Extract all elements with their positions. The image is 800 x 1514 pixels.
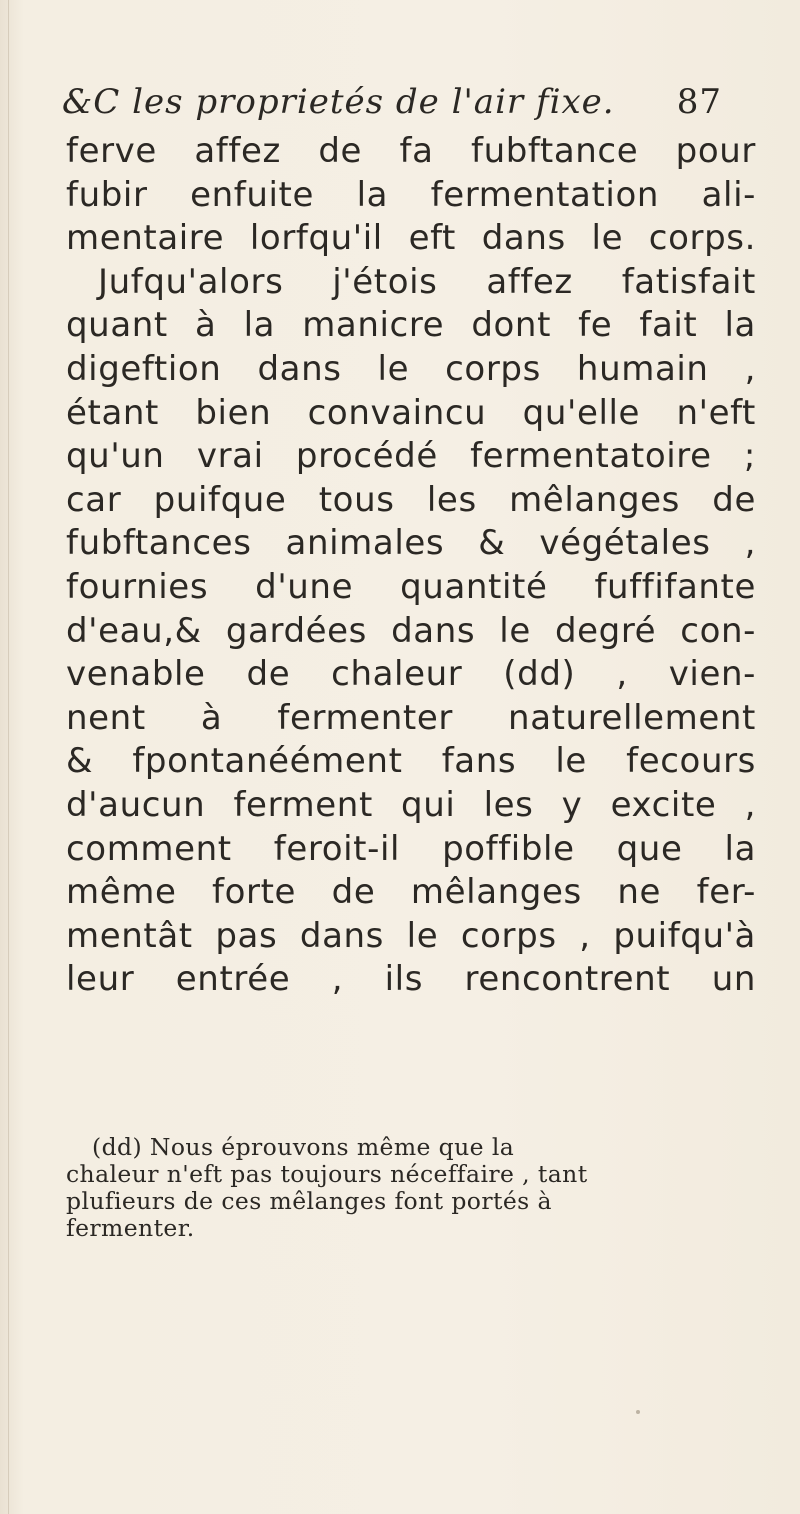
text-line: même forte de mêlanges ne fer- [66,872,756,913]
text-line: car puifque tous les mêlanges de [66,479,756,520]
text-line: mentât pas dans le corps , puifqu'à [66,915,756,956]
footnote-line: plufieurs de ces mêlanges font portés à [66,1187,552,1215]
paper-speck [636,1410,640,1414]
page-number: 87 [676,82,722,122]
text-line: digeftion dans le corps humain , [66,348,756,389]
text-line: fubftances animales & végétales , [66,523,756,564]
text-line: venable de chaleur (dd) , vien- [66,654,756,695]
text-line: & fpontanéément fans le fecours [66,741,756,782]
text-line: nent à fermenter naturellement [66,697,756,738]
text-line: Jufqu'alors j'étois affez fatisfait [98,261,756,302]
text-line: d'aucun ferment qui les y excite , [66,784,756,825]
text-line: ferve affez de fa fubftance pour [66,131,756,171]
running-head [62,78,742,126]
footnote-line: (dd) Nous éprouvons même que la [92,1133,515,1161]
text-line: fubir enfuite la fermentation ali- [66,174,756,215]
text-line: étant bien convaincu qu'elle n'eft [66,392,756,433]
text-line: fournies d'une quantité fuffifante [66,566,756,607]
text-line: quant à la manicre dont fe fait la [66,305,756,346]
text-line: leur entrée , ils rencontrent un [66,959,756,1000]
text-line: mentaire lorfqu'il eft dans le corps. [66,218,756,259]
text-line: qu'un vrai procédé fermentatoire ; [66,436,756,477]
running-head-title: &C les proprietés de l'air fixe. [62,82,615,122]
page-edge [8,0,9,1514]
text-line: comment feroit-il poffible que la [66,828,756,869]
footnote-line: fermenter. [66,1214,195,1242]
body-text [66,130,756,1002]
footnote [66,1134,756,1242]
footnote-line: chaleur n'eft pas toujours néceffaire , tant [66,1160,588,1188]
text-line: d'eau,& gardées dans le degré con- [66,610,756,651]
